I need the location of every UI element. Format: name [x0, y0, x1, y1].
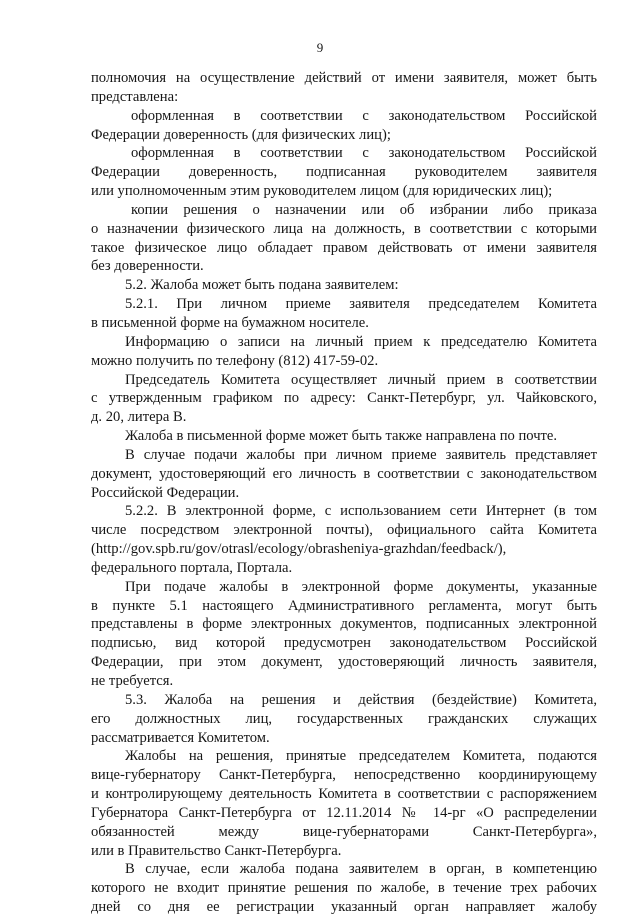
- text-line: Жалоба в письменной форме может быть также направлена по почте.: [125, 428, 558, 445]
- text-line: Председатель Комитета осуществляет личный прием в соответствии: [125, 371, 597, 388]
- text-line: рассматривается Комитетом.: [91, 729, 270, 746]
- paragraph: [91, 747, 597, 860]
- text-line: в пункте 5.1 настоящего Административного регламента, могут быть: [91, 597, 597, 614]
- text-line: в письменной форме на бумажном носителе.: [91, 314, 369, 331]
- paragraph: [91, 578, 597, 691]
- text-line: Информацию о записи на личный прием к председателю Комитета: [125, 333, 597, 350]
- text-line: Жалобы на решения, принятые председателем Комитета, подаются: [125, 748, 597, 765]
- paragraph: [91, 144, 597, 201]
- text-line: дней со дня ее регистрации указанный орган направляет жалобу: [91, 899, 597, 916]
- paragraph: [91, 427, 597, 446]
- text-line: 5.2. Жалоба может быть подана заявителем:: [125, 277, 399, 294]
- text-line: не требуется.: [91, 673, 174, 689]
- text-line: оформленная в соответствии с законодательством Российской: [131, 107, 597, 124]
- text-line: обязанностей между вице-губернаторами Санкт-Петербурга»,: [91, 823, 597, 840]
- text-line: оформленная в соответствии с законодательством Российской: [131, 145, 597, 162]
- text-line: представлена:: [91, 88, 179, 105]
- text-line: или уполномоченным этим руководителем лицом (для юридических лиц);: [91, 183, 553, 200]
- text-line: числе посредством электронной почты), официального сайта Комитета: [91, 522, 597, 539]
- text-line: При подаче жалобы в электронной форме документы, указанные: [125, 578, 597, 595]
- text-line: 5.3. Жалоба на решения и действия (бездействие) Комитета,: [125, 691, 597, 708]
- text-line: Федерации доверенность, подписанная руководителем заявителя: [91, 164, 597, 181]
- paragraph: [91, 502, 597, 577]
- paragraph: [91, 295, 597, 333]
- text-line: Губернатора Санкт-Петербурга от 12.11.2014 № 14-рг «О распределении: [91, 804, 597, 821]
- text-line: и контролирующему деятельность Комитета в соответствии с распоряжением: [91, 786, 597, 803]
- paragraph: [91, 860, 597, 917]
- text-line: можно получить по телефону (812) 417-59-02.: [91, 352, 379, 369]
- text-line: В случае, если жалоба подана заявителем в орган, в компетенцию: [125, 861, 597, 878]
- text-line: Федерации доверенность (для физических лиц);: [91, 126, 391, 143]
- text-line: Российской Федерации.: [91, 484, 240, 501]
- paragraph: [91, 107, 597, 145]
- text-line: или в Правительство Санкт-Петербурга.: [91, 842, 342, 859]
- text-line: такое физическое лицо обладает правом действовать от имени заявителя: [91, 239, 597, 256]
- page-number: 9: [316, 40, 324, 55]
- url-text: (http://gov.spb.ru/gov/otrasl/ecology/obrasheniya-grazhdan/feedback/),: [91, 541, 507, 558]
- text-line: с утвержденным графиком по адресу: Санкт-Петербург, ул. Чайковского,: [91, 390, 597, 407]
- section-heading: [91, 276, 597, 295]
- text-line: вице-губернатору Санкт-Петербурга, непосредственно координирующему: [91, 767, 597, 784]
- text-line: копии решения о назначении или об избрании либо приказа: [131, 201, 597, 218]
- text-line: которого не входит принятие решения по жалобе, в течение трех рабочих: [91, 880, 597, 897]
- text-line: федерального портала, Портала.: [91, 559, 293, 576]
- text-line: полномочия на осуществление действий от имени заявителя, может быть: [91, 70, 597, 86]
- text-line: В случае подачи жалобы при личном приеме заявитель представляет: [125, 446, 597, 463]
- text-line: его должностных лиц, государственных гражданских служащих: [91, 710, 597, 727]
- text-line: 5.2.2. В электронной форме, с использованием сети Интернет (в том: [125, 503, 597, 520]
- paragraph: [91, 371, 597, 428]
- paragraph: [91, 69, 597, 107]
- paragraph: [91, 333, 597, 371]
- text-line: д. 20, литера В.: [91, 409, 187, 426]
- document-body: [91, 69, 597, 917]
- text-line: документ, удостоверяющий его личность в соответствии с законодательством: [91, 465, 597, 482]
- text-line: представлены в форме электронных документов, подписанных электронной: [91, 616, 597, 633]
- text-line: без доверенности.: [91, 258, 204, 275]
- text-line: подписью, вид которой предусмотрен законодательством Российской: [91, 635, 597, 652]
- text-line: 5.2.1. При личном приеме заявителя председателем Комитета: [125, 296, 597, 313]
- paragraph: [91, 446, 597, 503]
- text-line: о назначении физического лица на должность, в соответствии с которыми: [91, 220, 597, 237]
- paragraph: [91, 201, 597, 276]
- paragraph: [91, 691, 597, 748]
- text-line: Федерации, при этом документ, удостоверяющий личность заявителя,: [91, 654, 597, 671]
